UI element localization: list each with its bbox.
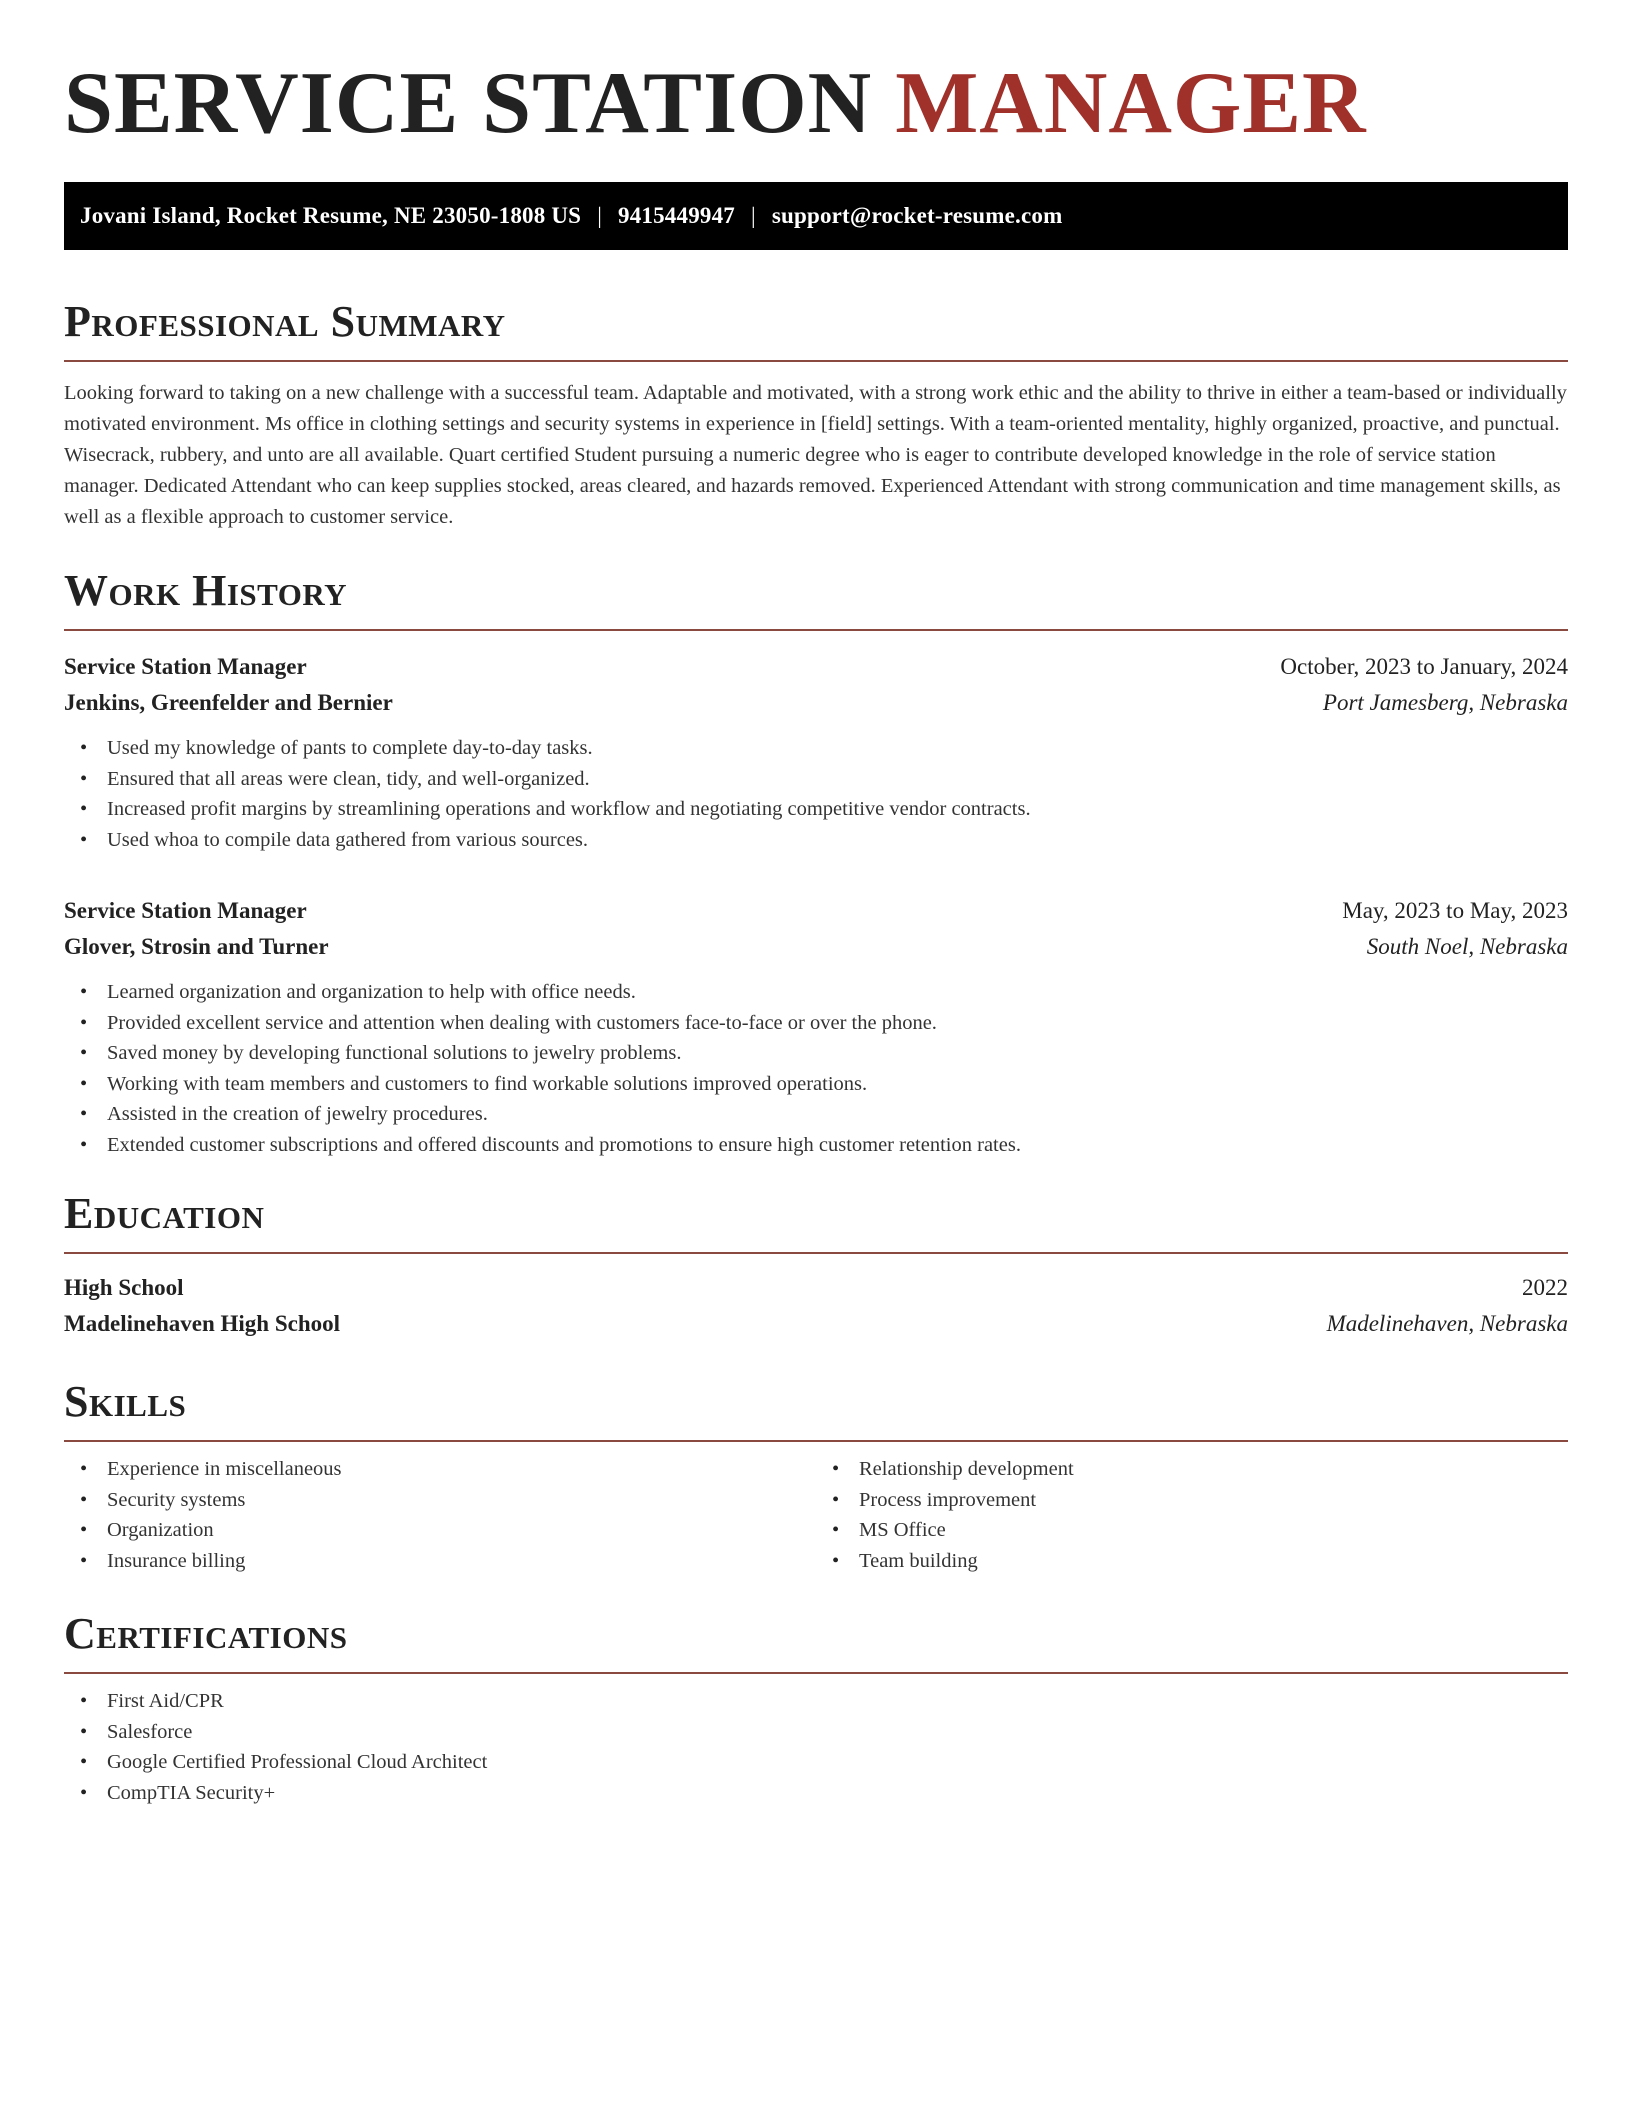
list-item: • Used my knowledge of pants to complete day-to-day tasks.: [107, 733, 1568, 764]
contact-separator: |: [597, 203, 602, 228]
list-item: • Saved money by developing functional solutions to jewelry problems.: [107, 1038, 1568, 1069]
job-location: Port Jamesberg, Nebraska: [1322, 690, 1568, 715]
job-entry: [64, 649, 1568, 855]
skill-item: • Security systems: [107, 1485, 816, 1516]
job-entry: [64, 893, 1568, 1160]
title-role-part: MANAGER: [895, 55, 1367, 152]
job-dates: October, 2023 to January, 2024: [1280, 654, 1568, 679]
skills-list-left: [64, 1454, 816, 1576]
list-item: • Used whoa to compile data gathered from various sources.: [107, 825, 1568, 856]
resume-title: [64, 55, 1568, 152]
job-title: Service Station Manager: [64, 898, 307, 923]
job-duties-list: [64, 977, 1568, 1160]
list-item: • Working with team members and customers to find workable solutions improved operations.: [107, 1069, 1568, 1100]
work-history-heading: Work History: [64, 569, 1568, 631]
job-company: Glover, Strosin and Turner: [64, 934, 329, 959]
skill-item: • MS Office: [859, 1515, 1568, 1546]
education-degree: High School: [64, 1275, 184, 1300]
education-heading: Education: [64, 1192, 1568, 1254]
education-entry: [64, 1270, 1568, 1342]
certification-item: • First Aid/CPR: [107, 1686, 1568, 1717]
certifications-list: [64, 1686, 1568, 1808]
job-title: Service Station Manager: [64, 654, 307, 679]
skill-item: • Experience in miscellaneous: [107, 1454, 816, 1485]
skills-heading: Skills: [64, 1380, 1568, 1442]
certification-item: • Salesforce: [107, 1717, 1568, 1748]
education-year: 2022: [1522, 1275, 1568, 1300]
certifications-heading: Certifications: [64, 1612, 1568, 1674]
skill-item: • Process improvement: [859, 1485, 1568, 1516]
job-duties-list: [64, 733, 1568, 855]
education-location: Madelinehaven, Nebraska: [1326, 1311, 1568, 1336]
job-company: Jenkins, Greenfelder and Bernier: [64, 690, 393, 715]
skill-item: • Insurance billing: [107, 1546, 816, 1577]
skill-item: • Relationship development: [859, 1454, 1568, 1485]
skill-item: • Team building: [859, 1546, 1568, 1577]
certification-item: • Google Certified Professional Cloud Architect: [107, 1747, 1568, 1778]
list-item: • Extended customer subscriptions and offered discounts and promotions to ensure high customer retention rates.: [107, 1130, 1568, 1161]
contact-email: support@rocket-resume.com: [771, 203, 1063, 228]
contact-phone: 9415449947: [618, 203, 735, 228]
summary-heading: Professional Summary: [64, 300, 1568, 362]
certification-item: • CompTIA Security+: [107, 1778, 1568, 1809]
job-location: South Noel, Nebraska: [1366, 934, 1568, 959]
contact-address: Jovani Island, Rocket Resume, NE 23050-1808 US: [80, 203, 582, 228]
summary-text: Looking forward to taking on a new challenge with a successful team. Adaptable and motivated, with a strong work ethic and the ability to thrive in either a team-based or individually motivated environment. Ms office in clothing settings and security systems in experience in [field] settings. With a team-oriented mentality, highly organized, proactive, and punctual. Wisecrack, rubbery, and unto are all available. Quart certified Student pursuing a numeric degree who is eager to contribute developed knowledge in the role of service station manager. Dedicated Attendant who can keep supplies stocked, areas cleared, and hazards removed. Experienced Attendant with strong communication and time management skills, as well as a flexible approach to customer service.: [64, 382, 1567, 528]
title-job-part: SERVICE STATION: [64, 55, 873, 152]
list-item: • Ensured that all areas were clean, tidy, and well-organized.: [107, 764, 1568, 795]
skill-item: • Organization: [107, 1515, 816, 1546]
skills-grid: [64, 1454, 1568, 1576]
list-item: • Learned organization and organization to help with office needs.: [107, 977, 1568, 1008]
list-item: • Provided excellent service and attention when dealing with customers face-to-face or over the phone.: [107, 1008, 1568, 1039]
job-dates: May, 2023 to May, 2023: [1342, 898, 1568, 923]
contact-bar: [64, 182, 1568, 250]
list-item: • Increased profit margins by streamlining operations and workflow and negotiating competitive vendor contracts.: [107, 794, 1568, 825]
contact-separator: |: [751, 203, 756, 228]
skills-list-right: [816, 1454, 1568, 1576]
education-school: Madelinehaven High School: [64, 1311, 341, 1336]
list-item: • Assisted in the creation of jewelry procedures.: [107, 1099, 1568, 1130]
